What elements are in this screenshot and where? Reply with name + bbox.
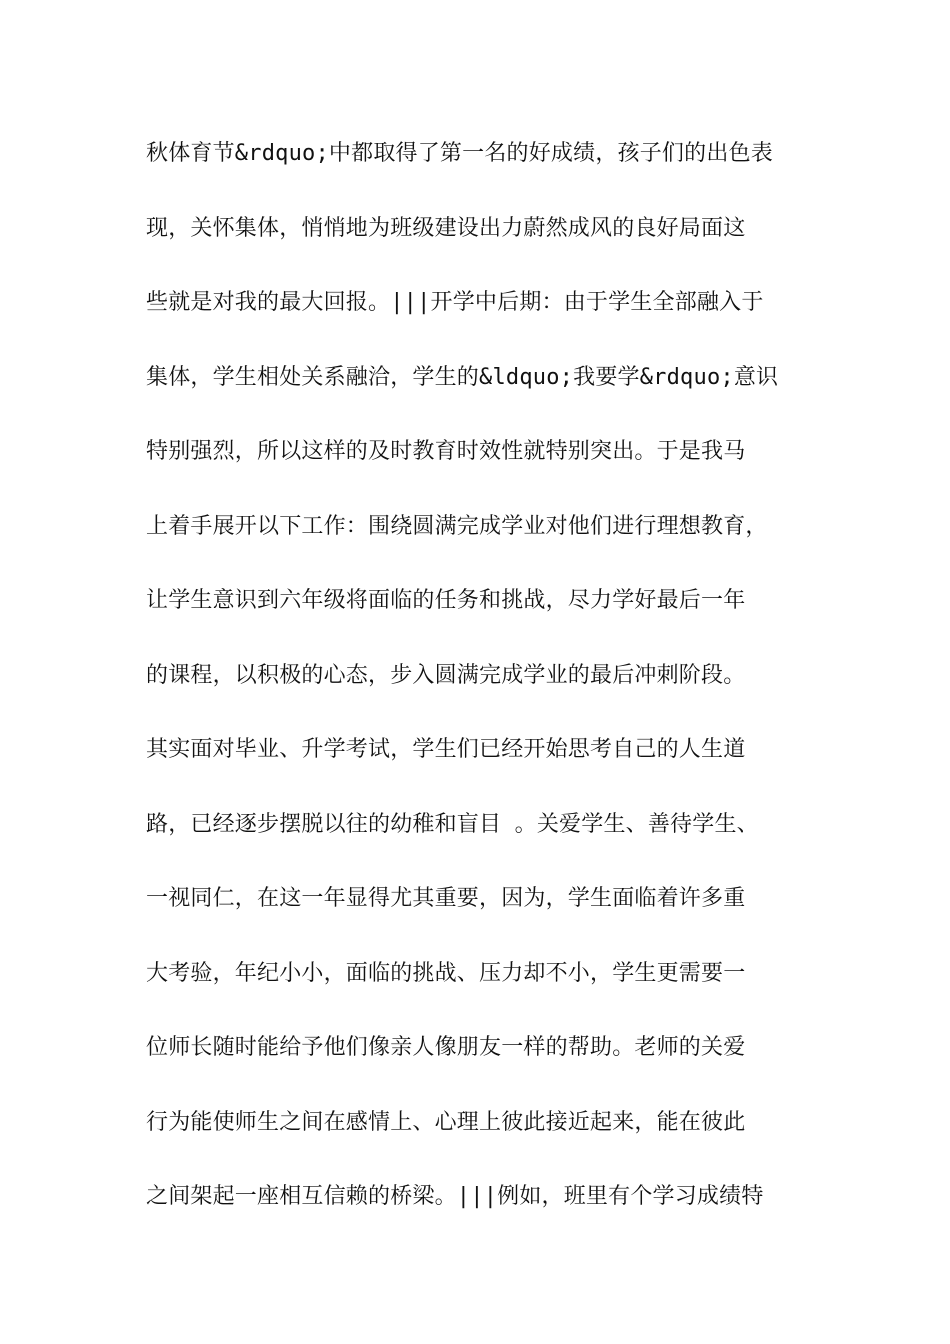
text-line: 现，关怀集体，悄悄地为班级建设出力蔚然成风的良好局面这 [146, 215, 746, 241]
text-line: 集体，学生相处关系融洽，学生的&ldquo;我要学&rdquo;意识 [146, 364, 779, 390]
text-line: 之间架起一座相互信赖的桥梁。|||例如，班里有个学习成绩特 [146, 1184, 764, 1209]
text-line: 路，已经逐步摆脱以往的幼稚和盲目 。关爱学生、善待学生、 [146, 811, 759, 837]
text-line: 秋体育节&rdquo;中都取得了第一名的好成绩，孩子们的出色表 [146, 141, 773, 166]
text-line: 让学生意识到六年级将面临的任务和挑战，尽力学好最后一年 [146, 588, 746, 613]
text-line: 其实面对毕业、升学考试，学生们已经开始思考自己的人生道 [146, 737, 746, 762]
text-line: 些就是对我的最大回报。|||开学中后期：由于学生全部融入于 [146, 290, 764, 315]
text-line: 位师长随时能给予他们像亲人像朋友一样的帮助。老师的关爱 [146, 1035, 746, 1060]
text-line: 一视同仁，在这一年显得尤其重要，因为，学生面临着许多重 [146, 886, 746, 911]
text-line: 特别强烈，所以这样的及时教育时效性就特别突出。于是我马 [146, 439, 746, 464]
text-line: 的课程，以积极的心态，步入圆满完成学业的最后冲刺阶段。 [146, 662, 746, 688]
body-text [146, 131, 836, 1249]
text-line: 行为能使师生之间在感情上、心理上彼此接近起来，能在彼此 [146, 1109, 746, 1135]
text-line: 上着手展开以下工作：围绕圆满完成学业对他们进行理想教育， [146, 513, 768, 539]
text-line: 大考验，年纪小小，面临的挑战、压力却不小，学生更需要一 [146, 960, 746, 986]
